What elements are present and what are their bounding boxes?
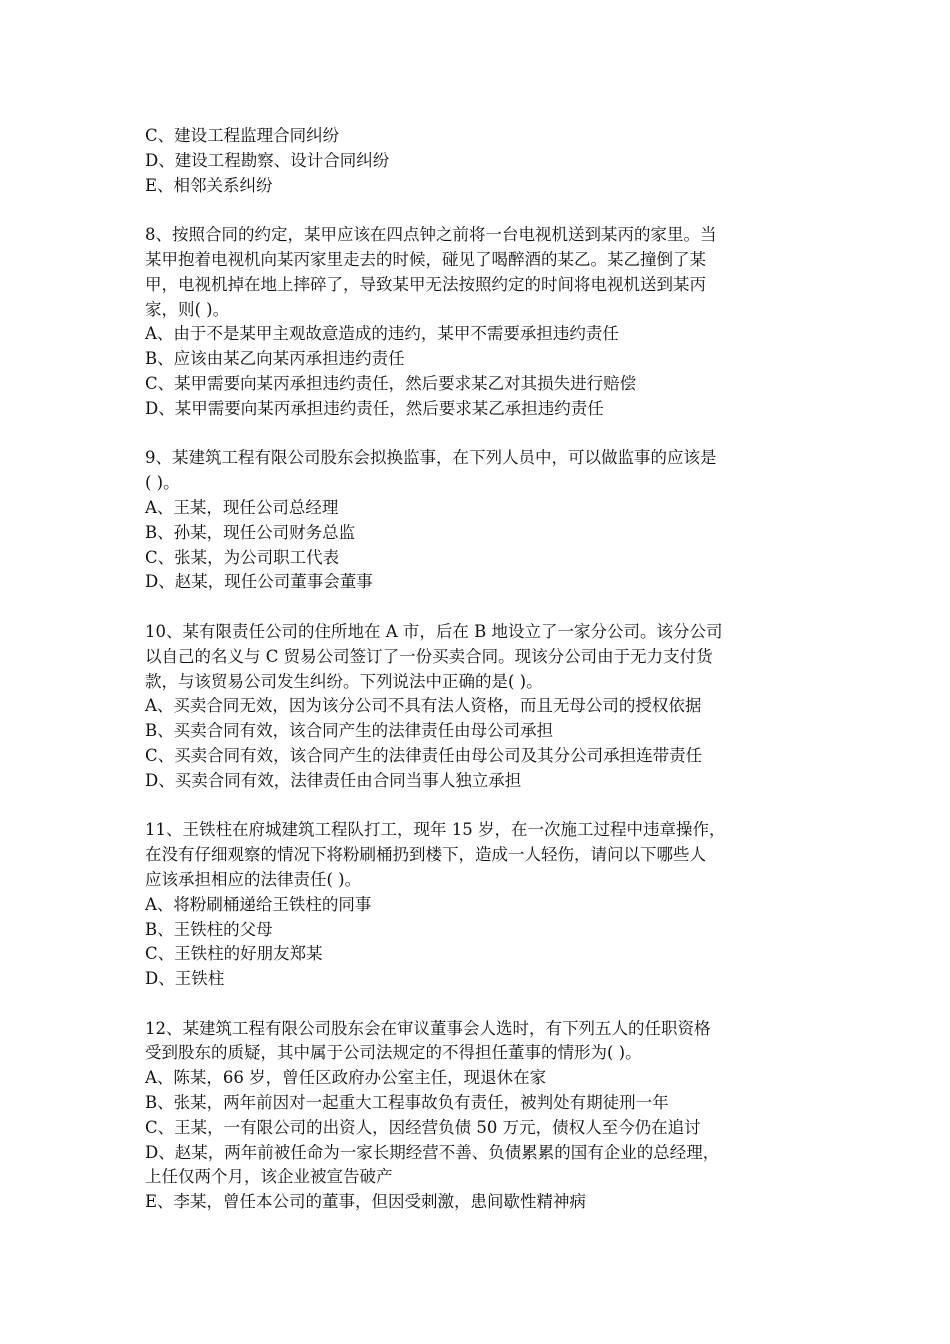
question-9 — [145, 446, 810, 595]
question-10 — [145, 620, 810, 794]
paragraph-gap — [145, 595, 810, 620]
option-d: D、建设工程勘察、设计合同纠纷 — [145, 150, 390, 170]
question-text: ( )。 — [145, 473, 180, 493]
question-text: 款，与该贸易公司发生纠纷。下列说法中正确的是( )。 — [145, 671, 543, 691]
question-text: 甲，电视机掉在地上摔碎了，导致某甲无法按照约定的时间将电视机送到某丙 — [145, 274, 706, 294]
option-b: B、孙某，现任公司财务总监 — [145, 522, 356, 542]
option-b: B、张某，两年前因对一起重大工程事故负有责任，被判处有期徒刑一年 — [145, 1093, 669, 1113]
option-a: A、由于不是某甲主观故意造成的违约，某甲不需要承担违约责任 — [145, 324, 619, 344]
question-text: 应该承担相应的法律责任( )。 — [145, 869, 362, 889]
option-a: A、王某，现任公司总经理 — [145, 497, 339, 517]
question-12 — [145, 1017, 810, 1215]
question-text: 9、某建筑工程有限公司股东会拟换监事，在下列人员中，可以做监事的应该是 — [145, 448, 717, 468]
option-d: D、赵某，两年前被任命为一家长期经营不善、负债累累的国有企业的总经理， — [145, 1142, 720, 1162]
option-a: A、将粉刷桶递给王铁柱的同事 — [145, 894, 372, 914]
paragraph-gap — [145, 198, 810, 223]
question-text: 家，则( )。 — [145, 299, 230, 319]
question-text: 8、按照合同的约定，某甲应该在四点钟之前将一台电视机送到某丙的家里。当 — [145, 225, 717, 245]
paragraph-gap — [145, 992, 810, 1017]
question-text: 11、王铁柱在府城建筑工程队打工，现年 15 岁，在一次施工过程中违章操作， — [145, 820, 726, 840]
option-c: C、某甲需要向某丙承担违约责任，然后要求某乙对其损失进行赔偿 — [145, 373, 637, 393]
question-text: 受到股东的质疑，其中属于公司法规定的不得担任董事的情形为( )。 — [145, 1043, 642, 1063]
option-c: C、王铁柱的好朋友郑某 — [145, 944, 323, 964]
option-d: D、王铁柱 — [145, 969, 225, 989]
option-d: D、某甲需要向某丙承担违约责任，然后要求某乙承担违约责任 — [145, 398, 604, 418]
question-7-options — [145, 124, 810, 198]
option-d: D、赵某，现任公司董事会董事 — [145, 572, 373, 592]
question-8 — [145, 223, 810, 421]
question-text: 在没有仔细观察的情况下将粉刷桶扔到楼下，造成一人轻伤，请问以下哪些人 — [145, 845, 706, 865]
option-b: B、王铁柱的父母 — [145, 919, 273, 939]
option-d: D、买卖合同有效，法律责任由合同当事人独立承担 — [145, 770, 522, 790]
option-e: E、相邻关系纠纷 — [145, 175, 273, 195]
option-a: A、买卖合同无效，因为该分公司不具有法人资格，而且无母公司的授权依据 — [145, 696, 702, 716]
option-b: B、应该由某乙向某丙承担违约责任 — [145, 349, 405, 369]
option-c: C、买卖合同有效，该合同产生的法律责任由母公司及其分公司承担连带责任 — [145, 745, 703, 765]
paragraph-gap — [145, 422, 810, 447]
paragraph-gap — [145, 794, 810, 819]
option-d-continued: 上任仅两个月，该企业被宣告破产 — [145, 1167, 393, 1187]
document-page — [145, 124, 810, 1215]
option-e: E、李某，曾任本公司的董事，但因受刺激，患间歇性精神病 — [145, 1192, 587, 1212]
option-b: B、买卖合同有效，该合同产生的法律责任由母公司承担 — [145, 721, 554, 741]
option-c: C、张某，为公司职工代表 — [145, 547, 340, 567]
option-a: A、陈某，66 岁，曾任区政府办公室主任，现退休在家 — [145, 1068, 547, 1088]
question-text: 某甲抱着电视机向某丙家里走去的时候，碰见了喝醉酒的某乙。某乙撞倒了某 — [145, 249, 706, 269]
question-text: 12、某建筑工程有限公司股东会在审议董事会人选时，有下列五人的任职资格 — [145, 1018, 711, 1038]
question-text: 以自己的名义与 C 贸易公司签订了一份买卖合同。现该分公司由于无力支付货 — [145, 646, 713, 666]
option-c: C、建设工程监理合同纠纷 — [145, 126, 340, 145]
option-c: C、王某，一有限公司的出资人，因经营负债 50 万元，债权人至今仍在追讨 — [145, 1117, 701, 1137]
question-text: 10、某有限责任公司的住所地在 A 市，后在 B 地设立了一家分公司。该分公司 — [145, 621, 723, 641]
question-11 — [145, 818, 810, 992]
